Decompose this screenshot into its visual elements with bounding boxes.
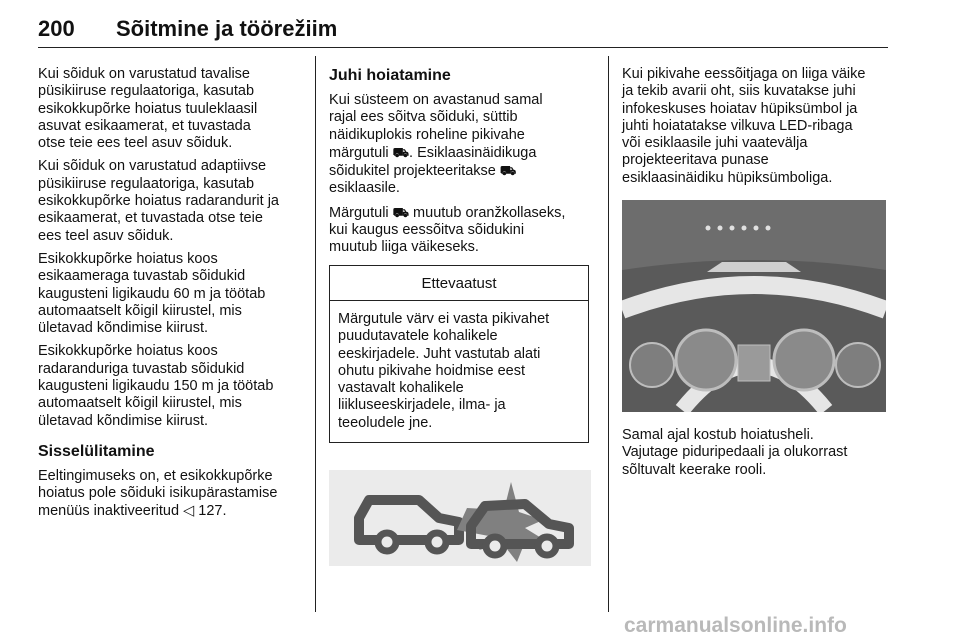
tachometer-gauge <box>774 330 834 390</box>
paragraph <box>329 204 593 257</box>
watermark: carmanualsonline.info <box>624 614 847 637</box>
page-header <box>38 10 888 50</box>
distance-indicator-icon: ⛟ <box>499 163 517 179</box>
speedometer-gauge <box>676 330 736 390</box>
paragraph <box>329 92 593 198</box>
header-rule <box>38 47 888 48</box>
paragraph: Esikokkupõrke hoiatus koos esikaameraga tuvastab sõidukid kaugusteni ligikaudu 60 m ja töötab automaatselt kõigil kiirustel, mis ületavad kõndimise kiirust. <box>38 250 266 337</box>
paragraph: Kui sõiduk on varustatud adaptiivse püsikiiruse regulaatoriga, kasutab esikokkupõrke hoiatus radarandurit ja esikaamerat, et tuvastada otse teie ees teel asuv sõiduk. <box>38 158 279 244</box>
paragraph-text: . Esiklaasinäidikuga sõidukitel projekteeritakse <box>329 144 537 180</box>
caution-box <box>329 265 589 443</box>
page-number: 200 <box>38 16 75 41</box>
collision-warning-symbol-figure <box>329 470 591 566</box>
paragraph-text: esiklaasile. <box>329 180 400 197</box>
column-divider-1 <box>315 56 316 612</box>
heading-sisselylitamine: Sisselülitamine <box>38 442 155 460</box>
distance-indicator-icon: ⛟ <box>392 144 410 160</box>
paragraph <box>38 468 306 520</box>
column-divider-2 <box>608 56 609 612</box>
wheel-shape <box>486 537 504 555</box>
caution-text: Märgutule värv ei vasta pikivahet puudutavatele kohalikele eeskirjadele. Juht vastutab alati ohutu pikivahe hoidmise eest vastavalt kohalikele liikluseeskirjadele, ilma- ja teeoludele jne. <box>338 310 550 431</box>
column-1 <box>38 66 306 526</box>
page-reference-link[interactable]: 127. <box>194 502 227 519</box>
column-2 <box>329 66 593 443</box>
dashboard-illustration <box>622 200 886 412</box>
wheel-shape <box>538 537 556 555</box>
wheel-shape <box>378 533 396 551</box>
caution-title: Ettevaatust <box>330 266 588 301</box>
wheel-shape <box>428 533 446 551</box>
instrument-cluster-figure <box>622 200 886 412</box>
paragraph-text: muutub oranžkollaseks, kui kaugus eessõitva sõidukini muutub liiga väikeseks. <box>329 204 566 256</box>
paragraph-text: Kui süsteem on avastanud samal rajal ees sõitva sõiduki, süttib näidikuplokis roheline pikivahe märgutuli <box>329 92 543 161</box>
section-title: Sõitmine ja töörežiim <box>116 16 338 41</box>
paragraph: Esikokkupõrke hoiatus koos radaranduriga tuvastab sõidukid kaugusteni ligikaudu 150 m ja töötab automaatselt kõigil kiirustel, mis ületavad kõndimise kiirust. <box>38 343 274 429</box>
column-3 <box>622 66 886 193</box>
page-reference-icon: ◁ <box>183 502 195 519</box>
paragraph-text: Märgutuli <box>329 204 393 221</box>
driver-info-display <box>738 345 770 381</box>
paragraph-text: Eeltingimuseks on, et esikokkupõrke hoiatus pole sõiduki isikupärastamise menüüs inaktiveeritud <box>38 467 278 519</box>
distance-indicator-icon: ⛟ <box>392 204 410 220</box>
heading-juhi-hoiatamine: Juhi hoiatamine <box>329 67 451 84</box>
paragraph: Kui pikivahe eessõitjaga on liiga väike ja tekib avarii oht, siis kuvatakse juhi infokeskuses hoiatav hüpiksümbol ja juhti hoiatatakse vilkuva LED-ribaga või esiklaasile juhi vaatevälja projekteeritava punase esiklaasinäidiku hüpiksümboliga. <box>622 66 866 186</box>
paragraph: Samal ajal kostub hoiatusheli. Vajutage piduripedaali ja olukorrast sõltuvalt keerake rooli. <box>622 427 848 478</box>
paragraph: Kui sõiduk on varustatud tavalise püsikiiruse regulaatoriga, kasutab esikokkupõrke hoiatus tuuleklaasil asuvat esikaamerat, et tuvastada otse teie ees teel asuv sõiduk. <box>38 66 258 152</box>
collision-warning-icon <box>329 470 591 566</box>
